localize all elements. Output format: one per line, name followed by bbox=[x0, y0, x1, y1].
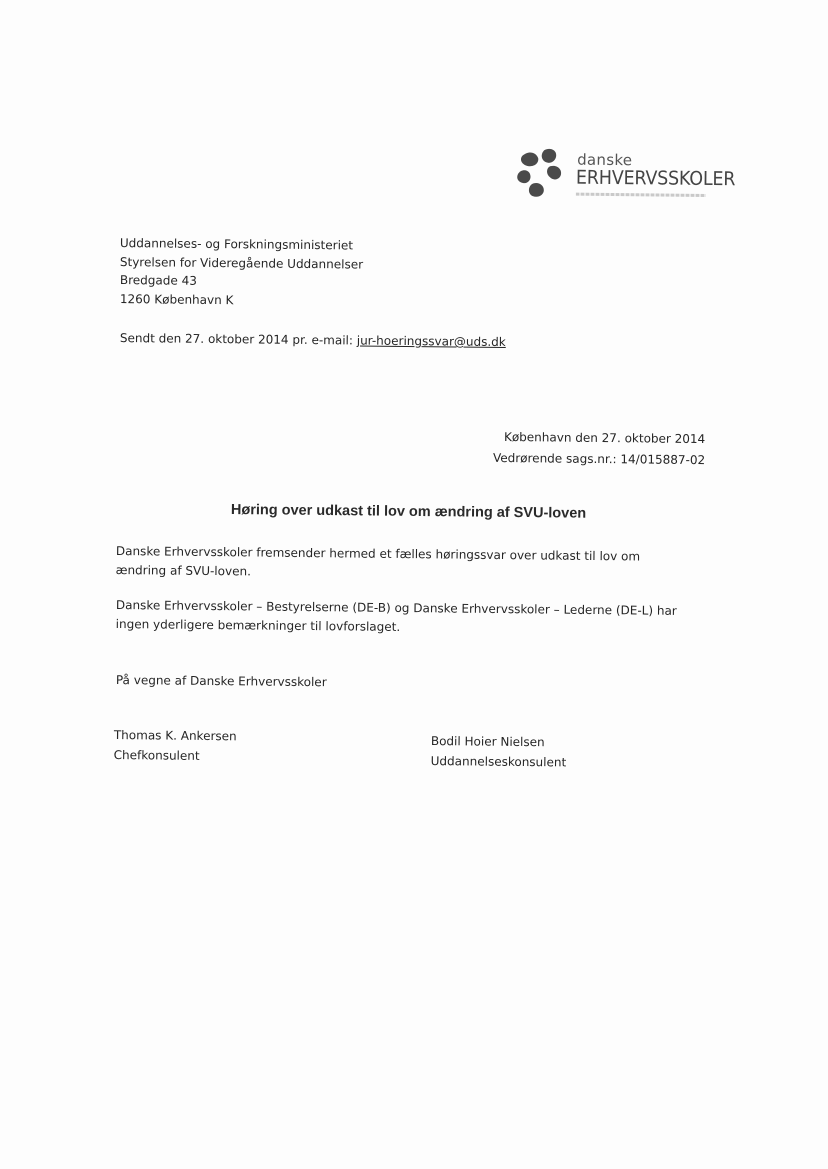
place-date: København den 27. oktober 2014 bbox=[503, 429, 706, 447]
signatory-1-title: Chefkonsulent bbox=[113, 747, 200, 763]
signatory-2-name: Bodil Hoier Nielsen bbox=[430, 733, 545, 750]
recipient-line-4: 1260 København K bbox=[119, 292, 234, 308]
sent-prefix: Sendt den 27. oktober 2014 pr. e-mail: bbox=[119, 331, 354, 348]
logo-text-erhvervsskoler: ERHVERVSSKOLER bbox=[575, 166, 736, 191]
closing-line: På vegne af Danske Erhvervsskoler bbox=[115, 672, 327, 690]
recipient-line-3: Bredgade 43 bbox=[119, 273, 197, 288]
signatory-1 bbox=[114, 725, 237, 766]
email-link[interactable]: jur-hoeringssvar@uds.dk bbox=[356, 333, 506, 350]
logo-text-danske: danske bbox=[577, 150, 633, 170]
sent-line bbox=[120, 331, 506, 349]
body-paragraph-2: Danske Erhvervsskoler – Bestyrelserne (DE-B) og Danske Erhvervsskoler – Lederne (DE-L) har ingen yderligere bemærkninger til lovforslaget. bbox=[115, 597, 677, 634]
signatory-2-title: Uddannelseskonsulent bbox=[430, 753, 567, 770]
danske-erhvervsskoler-logo bbox=[516, 144, 736, 206]
logo-underline bbox=[576, 193, 706, 197]
letter-title: Høring over udkast til lov om ændring af SVU-loven bbox=[230, 502, 587, 522]
signatory-1-name: Thomas K. Ankersen bbox=[113, 727, 237, 744]
flower-logo-icon bbox=[516, 146, 573, 201]
signatory-2 bbox=[431, 731, 567, 772]
body-paragraph-1: Danske Erhvervsskoler fremsender hermed et fælles høringssvar over udkast til lov om ændring af SVU-loven. bbox=[115, 543, 641, 579]
case-reference: Vedrørende sags.nr.: 14/015887-02 bbox=[492, 450, 706, 468]
recipient-line-1: Uddannelses- og Forskningsministeriet bbox=[119, 236, 354, 253]
recipient-line-2: Styrelsen for Videregående Uddannelser bbox=[119, 255, 364, 272]
